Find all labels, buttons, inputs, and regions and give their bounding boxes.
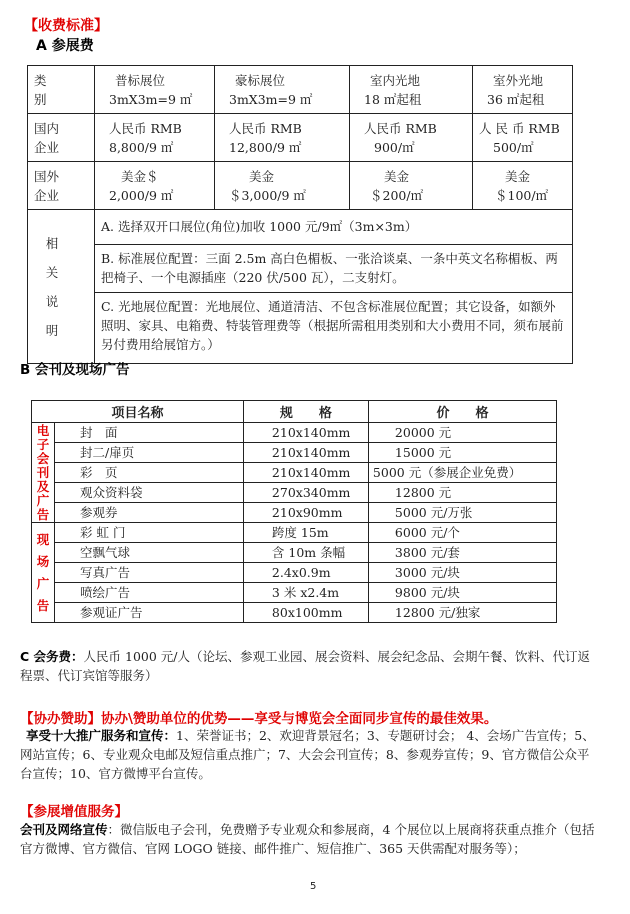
- value-text: ：微信版电子会刊，免费赠予专业观众和参展商，4 个展位以上展商将获重点推介（包括官方微博、官方微信、官网 LOGO 链接、邮件推广、短信推广、365 天供需配对服务等）；: [20, 822, 595, 856]
- cell-item: 封二/扉页: [55, 443, 244, 463]
- b-title: B 会刊及现场广告: [20, 362, 130, 378]
- table-cell: 美金 ＄200/㎡: [350, 162, 473, 210]
- table-row: [32, 523, 557, 543]
- cell-item: 写真广告: [55, 563, 244, 583]
- header-item: 项目名称: [32, 401, 244, 423]
- table-cell: 室外光地 36 ㎡起租: [473, 66, 573, 114]
- table-row: [28, 114, 573, 162]
- cell-item: 空飘气球: [55, 543, 244, 563]
- group-label-catalog: 电 子 会 刊 及 广 告: [32, 423, 55, 523]
- c-fee-paragraph: [20, 647, 600, 685]
- header-spec: 规 格: [243, 401, 368, 423]
- table-cell: 人民币 RMB 8,800/9 ㎡: [95, 114, 215, 162]
- cell-spec: 210x90mm: [243, 503, 368, 523]
- a-title: A 参展费: [36, 38, 94, 54]
- table-header-row: [32, 401, 557, 423]
- value-label: 会刊及网络宣传: [20, 822, 108, 837]
- sponsor-label: 享受十大推广服务和宣传：: [26, 728, 177, 743]
- table-row: [32, 483, 557, 503]
- table-cell: 类 别: [28, 66, 95, 114]
- cell-spec: 210x140mm: [243, 463, 368, 483]
- table-row: [32, 463, 557, 483]
- table-row: [32, 543, 557, 563]
- table-cell: 人 民 币 RMB 500/㎡: [473, 114, 573, 162]
- table-row: [32, 563, 557, 583]
- cell-spec: 3 米 x2.4m: [243, 583, 368, 603]
- cell-item: 彩 虹 门: [55, 523, 244, 543]
- note-b: B. 标准展位配置：三面 2.5m 高白色楣板、一张洽谈桌、一条中英文名称楣板、两把椅子、一个电源插座（220 伏/500 瓦），二支射灯。: [95, 245, 572, 293]
- notes-label: 相关说明: [28, 210, 95, 364]
- section-fees-heading: 【收费标准】: [24, 18, 108, 34]
- table-cell: 美金 ＄100/㎡: [473, 162, 573, 210]
- sponsor-text: 1、荣誉证书；2、欢迎背景冠名；3、专题研讨会； 4、会场广告宣传；5、网站宣传；6、专业观众电邮及短信重点推广；7、大会会刊宣传；8、参观券宣传；9、官方微信公众平台宣传；10、官方微博平台宣传。: [20, 728, 595, 781]
- cell-spec: 210x140mm: [243, 443, 368, 463]
- notes-cell: [95, 210, 573, 364]
- exhibition-fee-table: [27, 65, 573, 364]
- cell-spec: 2.4x0.9m: [243, 563, 368, 583]
- table-row: [28, 66, 573, 114]
- value-paragraph: [20, 820, 600, 858]
- cell-price: 9800 元/块: [368, 583, 556, 603]
- table-cell: 国内 企业: [28, 114, 95, 162]
- table-row: [32, 603, 557, 623]
- table-row: [32, 583, 557, 603]
- cell-spec: 80x100mm: [243, 603, 368, 623]
- advertising-table: [31, 400, 557, 623]
- cell-price: 3000 元/块: [368, 563, 556, 583]
- c-text: 人民币 1000 元/人（论坛、参观工业园、展会资料、展会纪念品、会期午餐、饮料、代订返程票、代订宾馆等服务）: [20, 649, 591, 683]
- table-row: [28, 162, 573, 210]
- sponsor-heading: 【协办赞助】协办\赞助单位的优势——享受与博览会全面同步宣传的最佳效果。: [20, 711, 498, 727]
- header-price: 价 格: [368, 401, 556, 423]
- table-row: [32, 423, 557, 443]
- cell-item: 参观券: [55, 503, 244, 523]
- cell-spec: 210x140mm: [243, 423, 368, 443]
- cell-price: 12800 元/独家: [368, 603, 556, 623]
- table-cell: 美金＄ 2,000/9 ㎡: [95, 162, 215, 210]
- c-label: C 会务费：: [20, 649, 84, 664]
- value-heading: 【参展增值服务】: [20, 804, 128, 820]
- sponsor-paragraph: [20, 726, 600, 783]
- cell-item: 观众资料袋: [55, 483, 244, 503]
- cell-price: 6000 元/个: [368, 523, 556, 543]
- table-cell: 豪标展位 3mX3m=9 ㎡: [215, 66, 350, 114]
- table-cell: 室内光地 18 ㎡起租: [350, 66, 473, 114]
- cell-price: 20000 元: [368, 423, 556, 443]
- cell-item: 彩 页: [55, 463, 244, 483]
- table-cell: 美金 ＄3,000/9 ㎡: [215, 162, 350, 210]
- page-number: 5: [310, 881, 317, 892]
- cell-price: 12800 元: [368, 483, 556, 503]
- cell-price: 5000 元/万张: [368, 503, 556, 523]
- cell-item: 参观证广告: [55, 603, 244, 623]
- table-cell: 人民币 RMB 900/㎡: [350, 114, 473, 162]
- note-c: C. 光地展位配置：光地展位、通道清洁、不包含标准展位配置；其它设备，如额外照明、家具、电箱费、特装管理费等（根据所需租用类别和大小费用不同，须布展前另付费用给展馆方。）: [101, 299, 564, 352]
- note-a: A. 选择双开口展位(角位)加收 1000 元/9㎡（3m×3m）: [95, 210, 572, 245]
- table-row: [32, 443, 557, 463]
- table-row: [32, 503, 557, 523]
- cell-spec: 含 10m 条幅: [243, 543, 368, 563]
- cell-price: 5000 元（参展企业免费）: [368, 463, 556, 483]
- cell-spec: 跨度 15m: [243, 523, 368, 543]
- table-cell: 普标展位 3mX3m=9 ㎡: [95, 66, 215, 114]
- cell-spec: 270x340mm: [243, 483, 368, 503]
- table-row: [28, 210, 573, 364]
- table-cell: 人民币 RMB 12,800/9 ㎡: [215, 114, 350, 162]
- cell-price: 3800 元/套: [368, 543, 556, 563]
- cell-item: 喷绘广告: [55, 583, 244, 603]
- cell-item: 封 面: [55, 423, 244, 443]
- group-label-onsite: 现 场 广 告: [32, 523, 55, 623]
- table-cell: 国外 企业: [28, 162, 95, 210]
- cell-price: 15000 元: [368, 443, 556, 463]
